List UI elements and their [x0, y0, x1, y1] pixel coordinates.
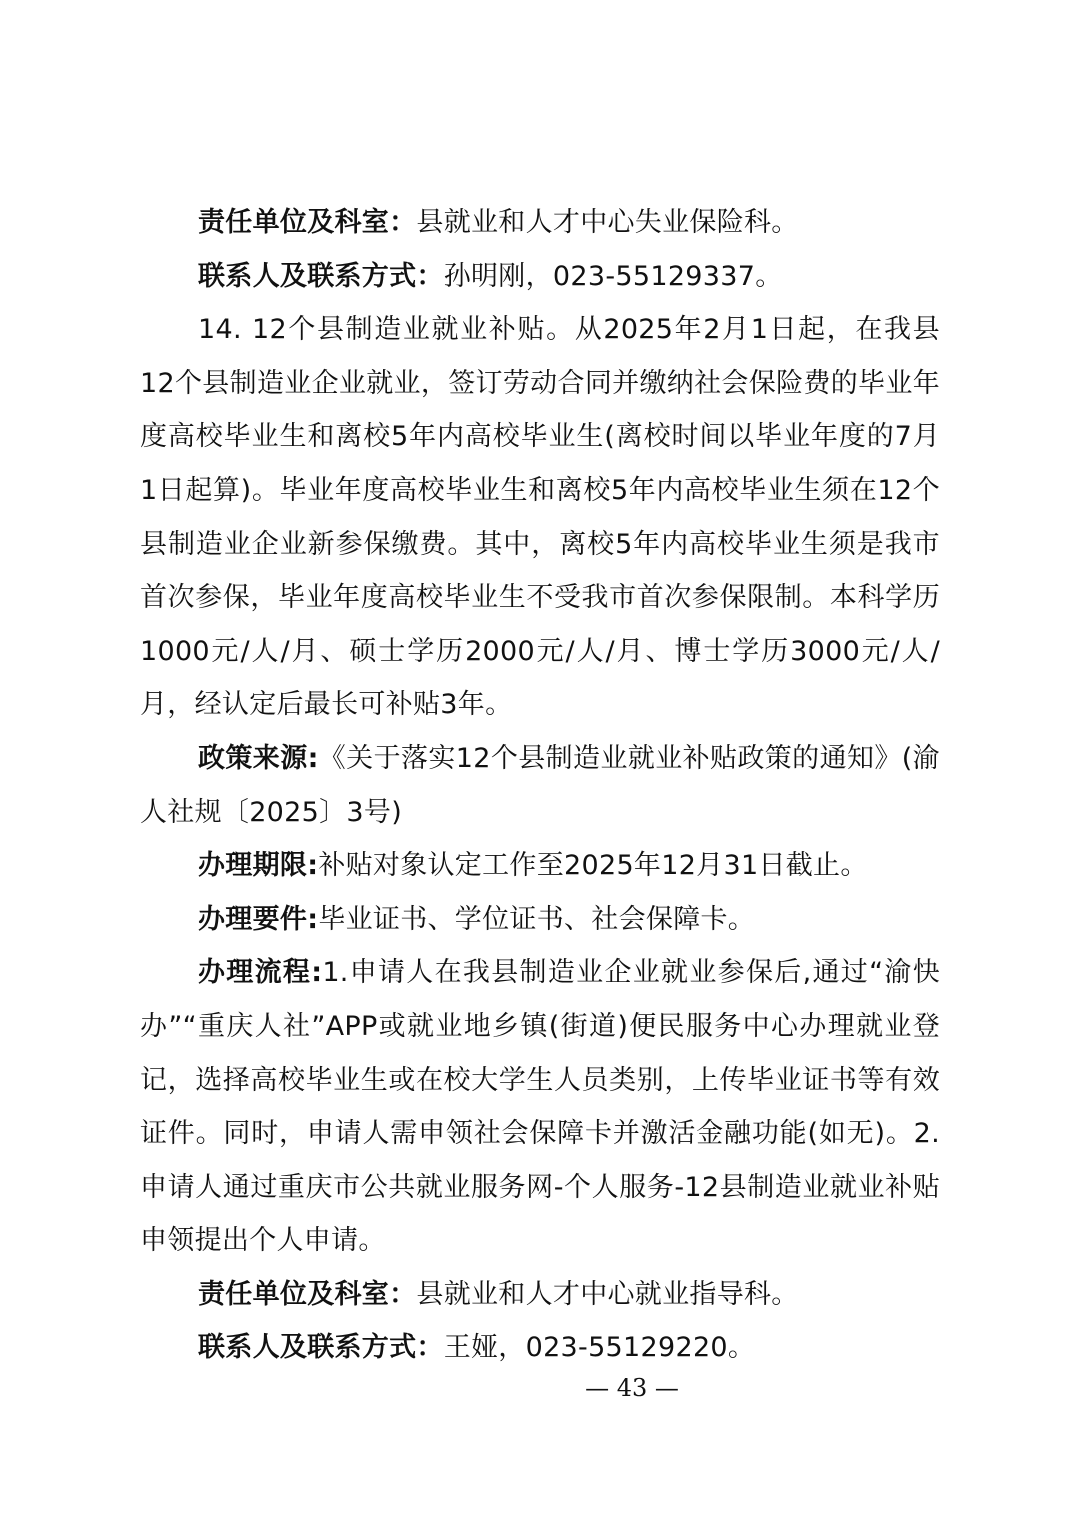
page-number: — 43 —	[585, 1374, 679, 1402]
responsible-unit-label: 责任单位及科室：	[198, 207, 417, 238]
contact-label: 联系人及联系方式：	[198, 260, 444, 292]
policy-source-line	[140, 732, 940, 839]
responsible-unit-value: 县就业和人才中心就业指导科。	[416, 1278, 799, 1310]
item-14-body: 从2025年2月1日起，在我县12个县制造业企业就业，签订劳动合同并缴纳社会保险费的毕业年度高校毕业生和离校5年内高校毕业生(离校时间以毕业年度的7月1日起算)。毕业年度高校毕业生和离校5年内高校毕业生须在12个县制造业企业新参保缴费。其中，离校5年内高校毕业生须是我市首次参保，毕业年度高校毕业生不受我市首次参保限制。本科学历1000元/人/月、硕士学历2000元/人/月、博士学历3000元/人/月，经认定后最长可补贴3年。	[140, 314, 940, 721]
requirements-label: 办理要件:	[198, 903, 319, 935]
item-14-heading: 14. 12个县制造业就业补贴。	[198, 314, 575, 346]
responsible-unit-line-b	[140, 1268, 940, 1322]
contact-value: 王娅，023-55129220。	[443, 1332, 756, 1364]
page-number-footer	[0, 1374, 1074, 1402]
contact-label: 联系人及联系方式：	[198, 1332, 444, 1364]
contact-line-a	[140, 250, 940, 304]
process-label: 办理流程:	[198, 957, 323, 989]
policy-source-label: 政策来源:	[198, 742, 319, 774]
item-14-paragraph	[140, 303, 940, 732]
deadline-line	[140, 839, 940, 893]
responsible-unit-label: 责任单位及科室：	[198, 1278, 417, 1310]
contact-line-b	[140, 1321, 940, 1375]
deadline-label: 办理期限:	[198, 850, 319, 882]
responsible-unit-value: 县就业和人才中心失业保险科。	[416, 207, 799, 238]
page-content	[140, 196, 940, 1375]
process-value: 1.申请人在我县制造业企业就业参保后,通过“渝快办”“重庆人社”APP或就业地乡镇(街道)便民服务中心办理就业登记，选择高校毕业生或在校大学生人员类别，上传毕业证书等有效证件。同时，申请人需申领社会保障卡并激活金融功能(如无)。2.申请人通过重庆市公共就业服务网-个人服务-12县制造业就业补贴申领提出个人申请。	[140, 957, 940, 1257]
requirements-value: 毕业证书、学位证书、社会保障卡。	[318, 903, 756, 935]
responsible-unit-line-a	[140, 196, 940, 250]
deadline-value: 补贴对象认定工作至2025年12月31日截止。	[318, 850, 868, 882]
policy-source-value: 《关于落实12个县制造业就业补贴政策的通知》(渝人社规〔2025〕3号)	[140, 742, 940, 828]
process-line	[140, 946, 940, 1268]
contact-value: 孙明刚，023-55129337。	[443, 260, 783, 292]
requirements-line	[140, 893, 940, 947]
